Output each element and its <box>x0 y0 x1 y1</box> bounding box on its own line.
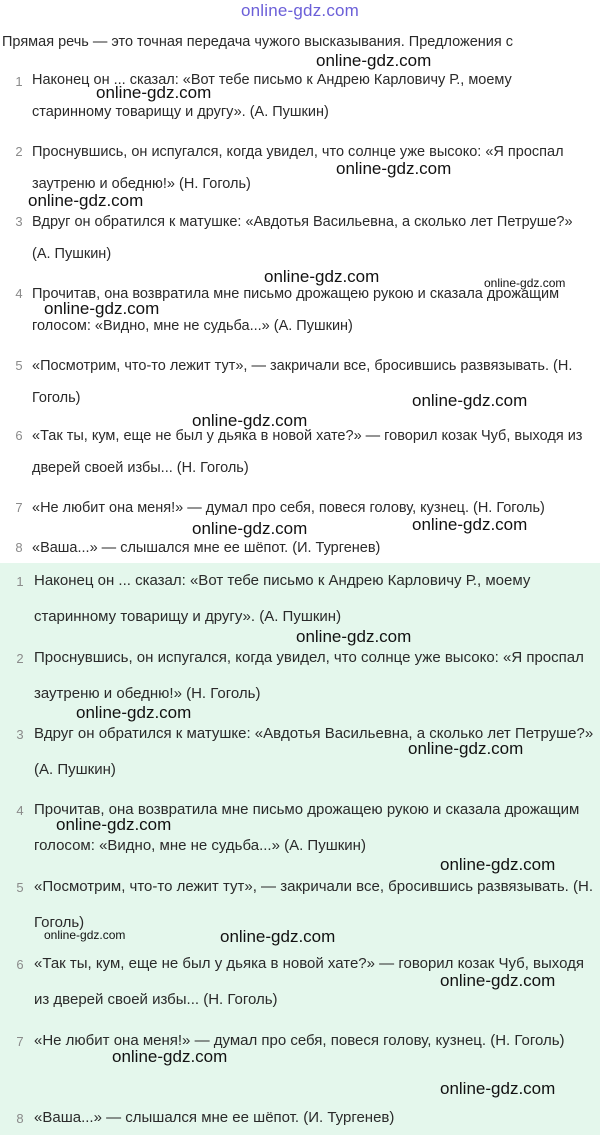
item-text: «Так ты, кум, еще не был у дьяка в новой хате?» — говорил козак Чуб, выходя из дверей своей избы... (Н. Гоголь) <box>34 955 585 1008</box>
item-text: «Ваша...» — слышался мне ее шёпот. (И. Тургенев) <box>34 1109 395 1126</box>
watermark: online-gdz.com <box>192 411 308 430</box>
item-number: 5 <box>15 358 23 373</box>
watermark: online-gdz.com <box>76 703 192 722</box>
item-number: 1 <box>15 74 23 89</box>
watermark: online-gdz.com <box>484 276 566 290</box>
watermark: online-gdz.com <box>440 971 556 990</box>
watermark: online-gdz.com <box>408 739 524 758</box>
watermark: online-gdz.com <box>56 815 172 834</box>
item-text: «Посмотрим, что-то лежит тут», — закричали все, бросившись развязывать. (Н. Гоголь) <box>34 878 593 931</box>
item-number: 7 <box>15 500 23 515</box>
item-number: 3 <box>15 214 23 229</box>
item-text: Проснувшись, он испугался, когда увидел, что солнце уже высоко: «Я проспал заутреню и обедню!» (Н. Гоголь) <box>32 144 564 192</box>
item-text: «Так ты, кум, еще не был у дьяка в новой хате?» — говорил козак Чуб, выходя из дверей своей избы... (Н. Гоголь) <box>32 428 583 476</box>
item-text: Вдруг он обратился к матушке: «Авдотья Васильевна, а сколько лет Петруше?» (А. Пушкин) <box>32 214 573 262</box>
watermark: online-gdz.com <box>28 191 144 210</box>
item-number: 8 <box>16 1111 24 1126</box>
item-number: 6 <box>16 957 24 972</box>
item-text: Прочитав, она возвратила мне письмо дрожащею рукою и сказала дрожащим голосом: «Видно, мне не судьба...» (А. Пушкин) <box>32 286 560 334</box>
item-number: 2 <box>16 651 24 666</box>
watermark: online-gdz.com <box>44 299 160 318</box>
watermark: online-gdz.com <box>440 1079 556 1098</box>
item-number: 4 <box>16 803 24 818</box>
watermark: online-gdz.com <box>412 515 528 534</box>
item-number: 5 <box>16 880 24 895</box>
item-text: «Ваша...» — слышался мне ее шёпот. (И. Тургенев) <box>32 540 381 556</box>
item-number: 7 <box>16 1034 24 1049</box>
item-text: Вдруг он обратился к матушке: «Авдотья Васильевна, а сколько лет Петруше?» (А. Пушкин) <box>34 725 594 778</box>
site-title[interactable]: online-gdz.com <box>240 1 360 20</box>
watermark: online-gdz.com <box>112 1047 228 1066</box>
watermark: online-gdz.com <box>316 51 432 70</box>
item-number: 1 <box>16 574 24 589</box>
intro-text: Прямая речь — это точная передача чужого высказывания. Предложения с <box>2 34 514 50</box>
item-text: Прочитав, она возвратила мне письмо дрожащею рукою и сказала дрожащим голосом: «Видно, мне не судьба...» (А. Пушкин) <box>34 801 580 854</box>
item-text: «Посмотрим, что-то лежит тут», — закричали все, бросившись развязывать. (Н. Гоголь) <box>32 358 573 406</box>
item-number: 3 <box>16 727 24 742</box>
item-text: «Не любит она меня!» — думал про себя, повеся голову, кузнец. (Н. Гоголь) <box>34 1032 565 1049</box>
item-text: Наконец он ... сказал: «Вот тебе письмо к Андрею Карловичу Р., моему старинному товарищу и другу». (А. Пушкин) <box>34 572 531 625</box>
item-text: Проснувшись, он испугался, когда увидел, что солнце уже высоко: «Я проспал заутреню и обедню!» (Н. Гоголь) <box>34 649 584 702</box>
item-number: 6 <box>15 428 23 443</box>
watermark: online-gdz.com <box>336 159 452 178</box>
watermark: online-gdz.com <box>412 391 528 410</box>
watermark: online-gdz.com <box>44 928 126 942</box>
watermark: online-gdz.com <box>96 83 212 102</box>
item-number: 2 <box>15 144 23 159</box>
watermark: online-gdz.com <box>192 519 308 538</box>
item-number: 4 <box>15 286 23 301</box>
watermark: online-gdz.com <box>264 267 380 286</box>
item-text: «Не любит она меня!» — думал про себя, повеся голову, кузнец. (Н. Гоголь) <box>32 500 545 516</box>
item-number: 8 <box>15 540 23 555</box>
watermark: online-gdz.com <box>220 927 336 946</box>
watermark: online-gdz.com <box>296 627 412 646</box>
watermark: online-gdz.com <box>440 855 556 874</box>
item-text: Наконец он ... сказал: «Вот тебе письмо к Андрею Карловичу Р., моему старинному товарищу и другу». (А. Пушкин) <box>32 72 512 120</box>
